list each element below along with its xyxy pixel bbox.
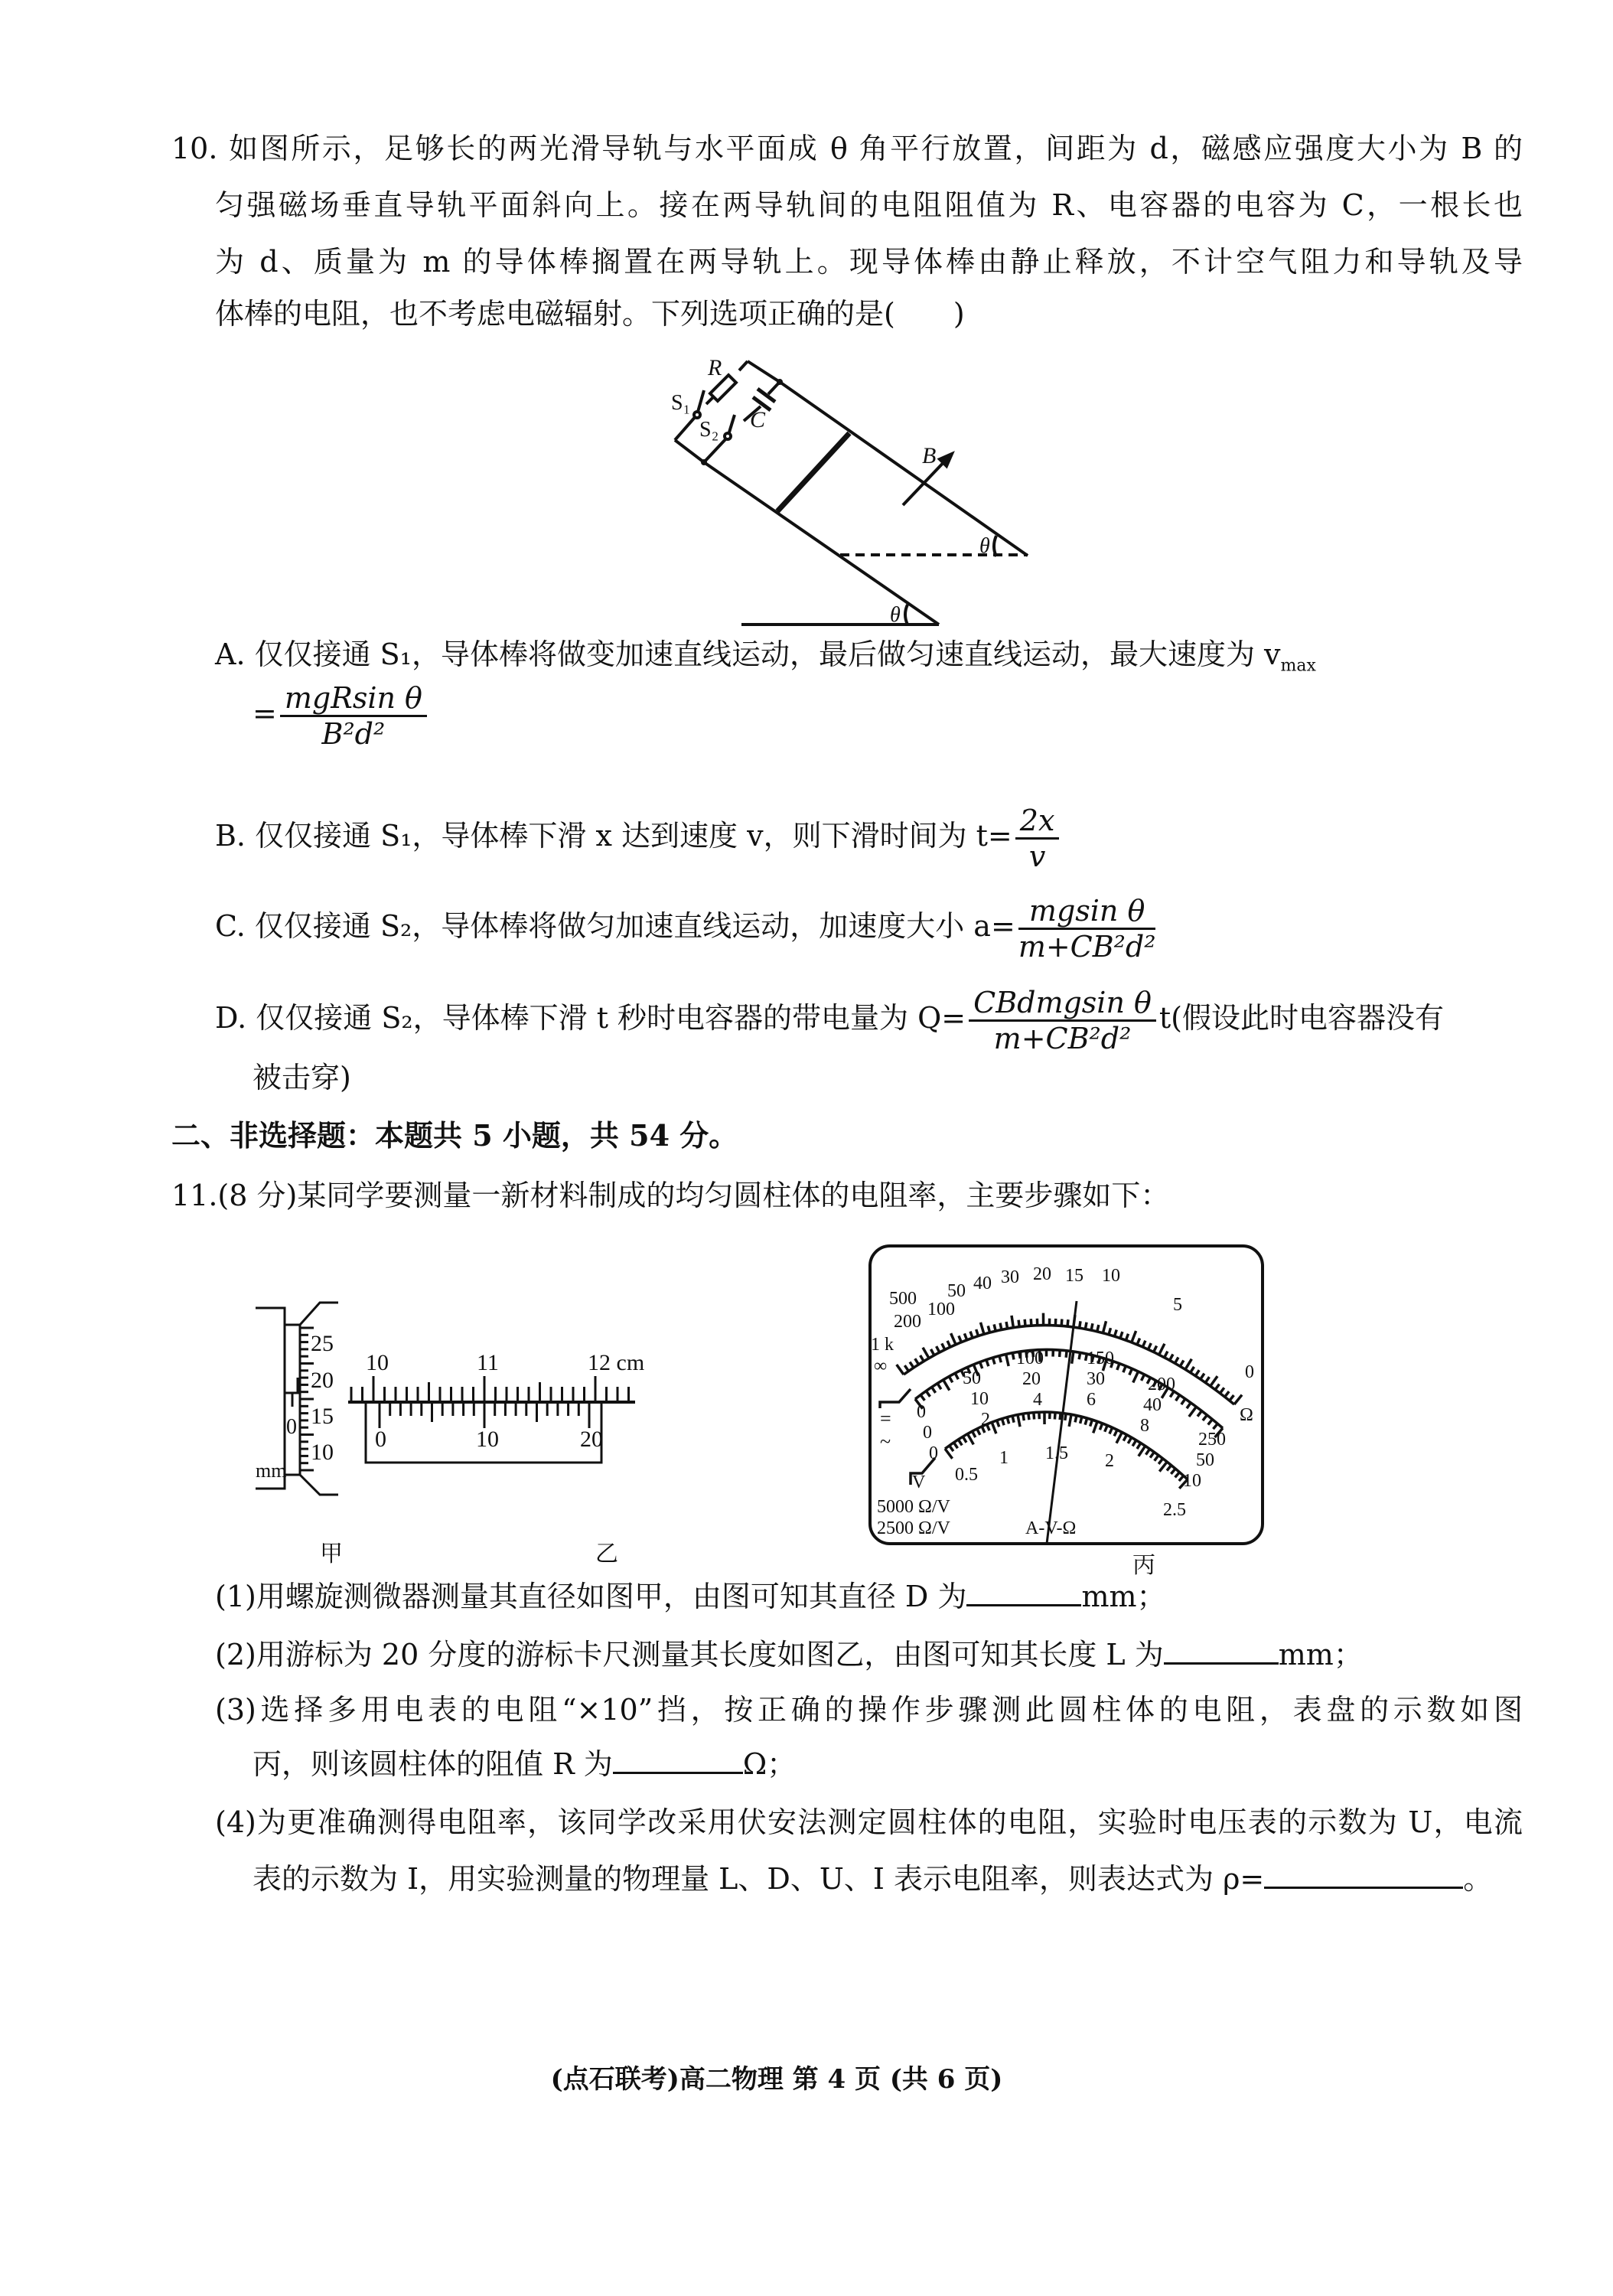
ohm-tick [1205, 1377, 1209, 1382]
ohm-label: ∞ [874, 1356, 888, 1376]
ac-tick [1150, 1452, 1154, 1457]
item-unit: mm； [1081, 1580, 1166, 1613]
ohm-tick [910, 1362, 914, 1368]
answer-blank[interactable] [966, 1577, 1081, 1606]
ohm-tick [1230, 1395, 1234, 1401]
vernier-label: 10 [476, 1427, 499, 1452]
ohm-tick [1234, 1395, 1242, 1404]
ohm-tick [1225, 1391, 1230, 1397]
dc-tick [1176, 1395, 1180, 1401]
caption-bing: 丙 [1132, 1552, 1155, 1579]
ohm-tick [1103, 1321, 1106, 1332]
ohm-tick [1185, 1359, 1191, 1370]
item-text: (2)用游标为 20 分度的游标卡尺测量其长度如图乙，由图可知其长度 L 为 [215, 1638, 1164, 1671]
dc-label: 30 [1087, 1369, 1105, 1389]
dc-tick [943, 1380, 950, 1391]
ac-label: 2.5 [1163, 1500, 1186, 1520]
ac-tick [1090, 1420, 1093, 1427]
option-d-continued: 被击穿) [253, 1061, 351, 1094]
dc-tick [1213, 1424, 1217, 1429]
sleeve-zero-label: 0 [286, 1415, 297, 1439]
dc-tick [955, 1373, 958, 1379]
ohm-label: 10 [1102, 1266, 1120, 1286]
dc-tick [1181, 1399, 1185, 1404]
ac-tick [1085, 1418, 1087, 1425]
ohm-label: 500 [889, 1289, 917, 1309]
dc-tick [1187, 1403, 1191, 1408]
dc-tick [1117, 1364, 1119, 1370]
item-unit: Ω； [742, 1747, 797, 1781]
thimble-label: 20 [311, 1368, 334, 1393]
ohm-tick [915, 1358, 919, 1365]
item-unit: 。 [1463, 1862, 1493, 1896]
dc-tick [1203, 1415, 1207, 1420]
dc-label: 100 [1016, 1349, 1044, 1368]
dc-tick [1123, 1366, 1126, 1372]
ohm-tick [1180, 1360, 1184, 1366]
thimble-label: 15 [311, 1404, 334, 1429]
option-a-text: A. 仅仅接通 S₁，导体棒将做变加速直线运动，最后做匀速直线运动，最大速度为 v [215, 638, 1281, 671]
frac-numerator: CBdmgsin θ [969, 986, 1156, 1022]
ac-tick [1028, 1413, 1029, 1420]
ohm-tick [1012, 1316, 1013, 1328]
ohm-tick [1097, 1325, 1099, 1332]
dc-label: 150 [1087, 1349, 1114, 1368]
answer-blank[interactable] [1164, 1635, 1279, 1665]
frac-numerator: 2x [1015, 804, 1060, 840]
ac-tick [1054, 1412, 1055, 1419]
ohm-label: 20 [1033, 1264, 1051, 1284]
ohm-tick [1006, 1322, 1008, 1329]
section-heading: 二、非选择题：本题共 5 小题，共 54 分。 [171, 1118, 738, 1153]
equals-sign: = [253, 696, 277, 730]
dc-label: 10 [1183, 1471, 1201, 1491]
ac-tick [1132, 1440, 1136, 1446]
ac-label: 0.5 [955, 1465, 978, 1485]
ohm-tick [1067, 1319, 1068, 1326]
ohm-tick [951, 1333, 956, 1345]
dc-label: 200 [1148, 1375, 1175, 1394]
ac-tick [1155, 1455, 1158, 1460]
ohm-tick [947, 1341, 950, 1347]
ac-tick [1023, 1414, 1024, 1420]
dc-label: 4 [1033, 1390, 1042, 1410]
dc-symbol: = [880, 1407, 891, 1430]
frac-denominator: m+CB²d² [993, 1022, 1132, 1055]
ohm-tick [1061, 1319, 1062, 1326]
ohm-tick [994, 1324, 995, 1331]
option-c-text: C. 仅仅接通 S₂，导体棒将做匀加速直线运动，加速度大小 a= [215, 909, 1015, 943]
ohm-tick [1120, 1332, 1123, 1339]
ac-tick [1034, 1413, 1035, 1420]
vernier-label: 0 [375, 1427, 386, 1452]
option-b-text: B. 仅仅接通 S₁，导体棒下滑 x 达到速度 v，则下滑时间为 t= [215, 819, 1012, 853]
dc-tick [932, 1387, 936, 1392]
ac-symbol: ~ [880, 1430, 891, 1453]
dc-label: 50 [1196, 1450, 1214, 1470]
label-r: R [708, 355, 722, 380]
dc-tick [1142, 1375, 1145, 1381]
dc-tick [1133, 1371, 1139, 1382]
q11-item-3: (3)选择多用电表的电阻“×10”挡，按正确的操作步骤测此圆柱体的电阻，表盘的示数如图 [215, 1693, 1523, 1727]
ohm-tick [1126, 1334, 1128, 1340]
dc-tick [1208, 1420, 1213, 1425]
ac-tick [1100, 1424, 1102, 1430]
ohm-tick [964, 1333, 966, 1339]
label-c: C [750, 407, 766, 432]
ohm-tick [1170, 1355, 1173, 1361]
ohm-label: 0 [1245, 1362, 1254, 1382]
q11-stem: 11.(8 分)某同学要测量一新材料制成的均匀圆柱体的电阻率，主要步骤如下： [171, 1179, 1170, 1212]
dc-tick [999, 1356, 1001, 1363]
thimble-label: 10 [311, 1440, 334, 1465]
ohm-tick [1000, 1323, 1002, 1330]
ohm-tick [1115, 1330, 1117, 1337]
dc-label: 0 [923, 1423, 932, 1443]
frac-numerator: mgsin θ [1018, 894, 1156, 930]
ac-tick [1128, 1437, 1131, 1443]
vernier-label: 20 [580, 1427, 603, 1452]
item-unit: mm； [1278, 1638, 1363, 1671]
dc-label: 10 [970, 1389, 989, 1409]
q10-line-1: 10. 如图所示，足够长的两光滑导轨与水平面成 θ 角平行放置，间距为 d，磁感应强度大小为 B 的 [171, 132, 1523, 165]
dc-label: 250 [1198, 1430, 1226, 1450]
dc-tick [1079, 1352, 1080, 1359]
q11-item-3-cont [253, 1744, 796, 1782]
ac-tick [1114, 1430, 1117, 1436]
main-scale-label: 12 cm [588, 1350, 645, 1375]
ohm-tick [1085, 1322, 1087, 1329]
ac-tick [1105, 1425, 1107, 1431]
ohm-tick [897, 1365, 904, 1375]
ohm-tick [1149, 1343, 1152, 1349]
ohm-tick [937, 1346, 940, 1352]
dc-label: 50 [963, 1368, 981, 1388]
ohm-label: 15 [1065, 1266, 1083, 1286]
label-b: B [922, 443, 937, 468]
page-footer: (点石联考)高二物理 第 4 页 (共 6 页) [550, 2064, 1003, 2095]
ac-tick [1007, 1417, 1009, 1424]
ac-tick [1002, 1419, 1004, 1426]
ohm-tick [921, 1355, 924, 1362]
q11-item-4: (4)为更准确测得电阻率，该同学改采用伏安法测定圆柱体的电阻，实验时电压表的示数为 U，电流 [215, 1805, 1523, 1839]
ac-tick [1093, 1421, 1097, 1433]
ohm-tick [1215, 1384, 1219, 1389]
ohm-tick [1195, 1370, 1199, 1376]
ac-tick [977, 1429, 980, 1435]
thimble-label: 25 [311, 1331, 334, 1356]
ac-tick [1137, 1443, 1141, 1449]
ac-tick [1065, 1414, 1066, 1420]
dc-tick [1072, 1352, 1074, 1364]
ohm-label: 30 [1001, 1267, 1019, 1287]
ac-tick [1145, 1449, 1149, 1454]
ohm-tick [1220, 1388, 1224, 1393]
dc-tick [926, 1391, 930, 1396]
main-scale-label: 11 [477, 1350, 499, 1375]
ohm-tick [1109, 1328, 1111, 1335]
q10-line-2: 匀强磁场垂直导轨平面斜向上。接在两导轨间的电阻阻值为 R、电容器的电容为 C，一根长也 [215, 188, 1523, 222]
ohm-tick [1211, 1376, 1217, 1386]
ohm-label: Ω [1240, 1405, 1253, 1425]
unit-label: mm [256, 1459, 287, 1482]
q11-item-4-cont [253, 1859, 1492, 1897]
item-text: 丙，则该圆柱体的阻值 R 为 [253, 1747, 613, 1781]
label-theta-top: θ [979, 534, 990, 558]
dc-tick [1006, 1354, 1009, 1366]
option-d-tail: t(假设此时电容器没有 [1158, 1001, 1445, 1035]
dc-tick [992, 1358, 995, 1365]
ohm-tick [1154, 1345, 1157, 1352]
ohm-tick [970, 1332, 973, 1338]
q10-line-4: 体棒的电阻，也不考虑电磁辐射。下列选项正确的是( ) [215, 297, 965, 331]
main-scale-label: 10 [366, 1350, 389, 1375]
dc-bracket [880, 1389, 911, 1408]
ac-tick [1116, 1432, 1122, 1443]
dc-label: 0 [917, 1402, 926, 1422]
ohm-label: 40 [973, 1274, 992, 1293]
ohm-label: 200 [894, 1312, 921, 1332]
caption-jia: 甲 [320, 1541, 343, 1567]
ac-tick [973, 1431, 976, 1437]
dc-tick [1066, 1351, 1067, 1358]
ac-tick [950, 1446, 953, 1451]
ac-tick [963, 1437, 966, 1443]
ohm-tick [942, 1343, 945, 1349]
ac-tick [992, 1422, 996, 1433]
ohm-label: 1 k [871, 1335, 894, 1355]
dc-tick [980, 1362, 982, 1368]
q11-item-1 [215, 1577, 1166, 1615]
ohm-label: 100 [927, 1300, 955, 1319]
item-text: 表的示数为 I，用实验测量的物理量 L、D、U、I 表示电阻率，则表达式为 ρ= [253, 1862, 1265, 1896]
label-s1: S₁ [671, 391, 691, 415]
label-theta-bottom: θ [890, 603, 901, 627]
ac-tick [1158, 1459, 1162, 1464]
ohm-tick [959, 1336, 961, 1342]
answer-blank[interactable] [1264, 1859, 1463, 1889]
frac-denominator: v [1028, 840, 1046, 873]
ohm-tick [1159, 1344, 1165, 1355]
ohm-tick [1018, 1320, 1019, 1327]
v-symbol: V [912, 1473, 926, 1492]
dc-label: 0 [929, 1443, 938, 1463]
q10-line-3: 为 d、质量为 m 的导体棒搁置在两导轨上。现导体棒由静止释放，不计空气阻力和导轨及导 [215, 245, 1523, 279]
ac-tick [1175, 1473, 1180, 1478]
dc-label: 40 [1143, 1395, 1162, 1415]
ac-tick [1110, 1427, 1113, 1433]
ac-tick [1123, 1435, 1126, 1441]
dc-tick [1198, 1411, 1201, 1417]
meter-needle [1047, 1301, 1077, 1544]
ohm-tick [1201, 1374, 1204, 1379]
ac-label: 1 [999, 1448, 1009, 1468]
q11-item-2 [215, 1635, 1363, 1673]
ac-label: 1.5 [1045, 1443, 1068, 1463]
dc-tick [986, 1360, 989, 1367]
ac-tick [1012, 1416, 1014, 1423]
frac-numerator: mgRsin θ [280, 681, 427, 717]
ohm-tick [1191, 1367, 1194, 1373]
sensitivity-label: 5000 Ω/V [877, 1497, 950, 1517]
ac-label: 2 [1105, 1451, 1114, 1471]
ac-tick [958, 1440, 962, 1446]
ac-tick [997, 1420, 999, 1427]
ohm-tick [976, 1329, 979, 1336]
caption-yi: 乙 [595, 1541, 618, 1567]
dc-tick [1012, 1353, 1014, 1360]
dc-label: 2 [981, 1410, 990, 1430]
dc-label: 6 [1087, 1390, 1096, 1410]
ohm-tick [980, 1322, 984, 1334]
ohm-tick [988, 1326, 989, 1332]
dc-tick [1189, 1407, 1197, 1417]
ohm-tick [923, 1348, 929, 1358]
dc-tick [937, 1384, 941, 1390]
option-a-sub: max [1280, 656, 1316, 676]
ac-tick [1018, 1414, 1020, 1427]
ac-tick [953, 1443, 957, 1448]
ac-tick [967, 1434, 973, 1445]
dc-tick [949, 1376, 952, 1382]
center-label: A-V-Ω [1025, 1518, 1077, 1538]
ohm-tick [1165, 1352, 1168, 1358]
dc-label: 8 [1140, 1416, 1149, 1436]
item-text: (1)用螺旋测微器测量其直径如图甲，由图可知其直径 D 为 [215, 1580, 967, 1613]
ohm-tick [1091, 1323, 1093, 1330]
dc-tick [921, 1395, 924, 1401]
ac-tick [1060, 1413, 1061, 1420]
ac-tick [1139, 1446, 1145, 1456]
dc-tick [1060, 1350, 1061, 1357]
ohm-label: 50 [947, 1281, 966, 1301]
ohm-label: 5 [1173, 1295, 1182, 1315]
label-s2: S₂ [699, 418, 719, 442]
ohm-tick [1137, 1339, 1139, 1345]
ohm-tick [904, 1365, 908, 1371]
option-d-text: D. 仅仅接通 S₂，导体棒下滑 t 秒时电容器的带电量为 Q= [215, 1001, 966, 1035]
frac-denominator: B²d² [321, 717, 386, 751]
ohm-tick [1142, 1341, 1145, 1347]
ohm-tick [1175, 1357, 1178, 1363]
ohm-tick [931, 1349, 934, 1355]
ac-tick [1075, 1416, 1077, 1423]
frac-denominator: m+CB²d² [1018, 930, 1156, 964]
sensitivity-label: 2500 Ω/V [877, 1518, 950, 1538]
dc-tick [1129, 1368, 1132, 1375]
answer-blank[interactable] [613, 1744, 743, 1774]
ac-tick [1069, 1414, 1071, 1427]
dc-label: 20 [1022, 1369, 1041, 1389]
ohm-tick [1132, 1331, 1136, 1342]
ac-tick [1080, 1417, 1082, 1424]
ac-tick [1171, 1469, 1175, 1474]
ac-tick [1167, 1466, 1171, 1471]
